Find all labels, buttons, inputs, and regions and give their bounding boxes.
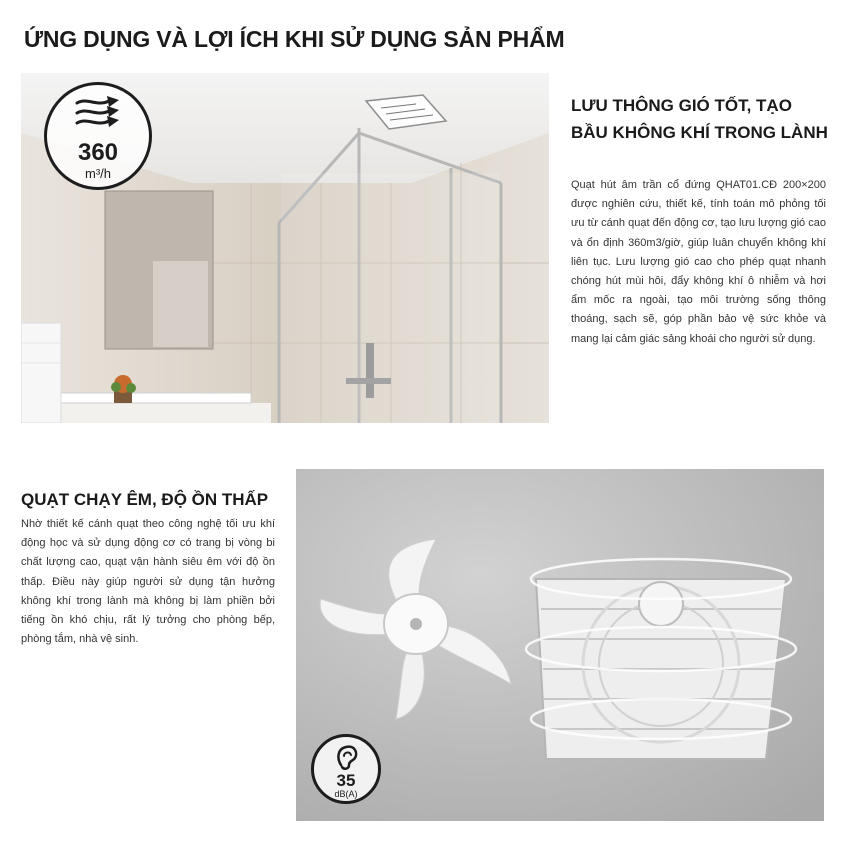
page-title: ỨNG DỤNG VÀ LỢI ÍCH KHI SỬ DỤNG SẢN PHẨM (24, 26, 565, 52)
section2-body: Nhờ thiết kế cánh quạt theo công nghệ tối ưu khí động học và sử dụng động cơ có trang bị vòng bi chất lượng cao, quạt vận hành siêu êm với độ ồn thấp. Điều này giúp người sử dụng tận hưởng không khí trong lành mà không bị làm phiền bởi tiếng ồn khó chịu, rất lý tưởng cho phòng bếp, phòng tắm, nhà vệ sinh. (21, 518, 275, 646)
noise-badge (311, 734, 381, 804)
section2-title: QUẠT CHẠY ÊM, ĐỘ ỒN THẤP (21, 490, 269, 509)
airflow-unit: m³/h (85, 166, 111, 181)
airflow-badge (44, 82, 152, 190)
section1-body: Quạt hút âm trần cổ đứng QHAT01.CĐ 200×200 được nghiên cứu, thiết kế, tính toán mô phỏng tối ưu từ cánh quạt đến động cơ, tạo lưu lượng gió cao và ổn định 360m3/giờ, giúp luân chuyển không khí liên tục. Lưu lượng gió cao cho phép quạt nhanh chóng hút mùi hôi, đẩy không khí ô nhiễm và hơi ẩm mốc ra ngoài, tạo môi trường sống thông thoáng, sạch sẽ, góp phần bảo vệ sức khỏe và mang lại cảm giác sảng khoái cho người sử dụng. (571, 179, 826, 345)
noise-unit: dB(A) (334, 789, 358, 799)
noise-value: 35 (336, 771, 356, 790)
airflow-icon (73, 93, 125, 131)
ear-icon (333, 743, 361, 771)
airflow-value: 360 (77, 139, 119, 166)
section1-title: LƯU THÔNG GIÓ TỐT, TẠO BẦU KHÔNG KHÍ TRONG LÀNH (571, 96, 828, 142)
